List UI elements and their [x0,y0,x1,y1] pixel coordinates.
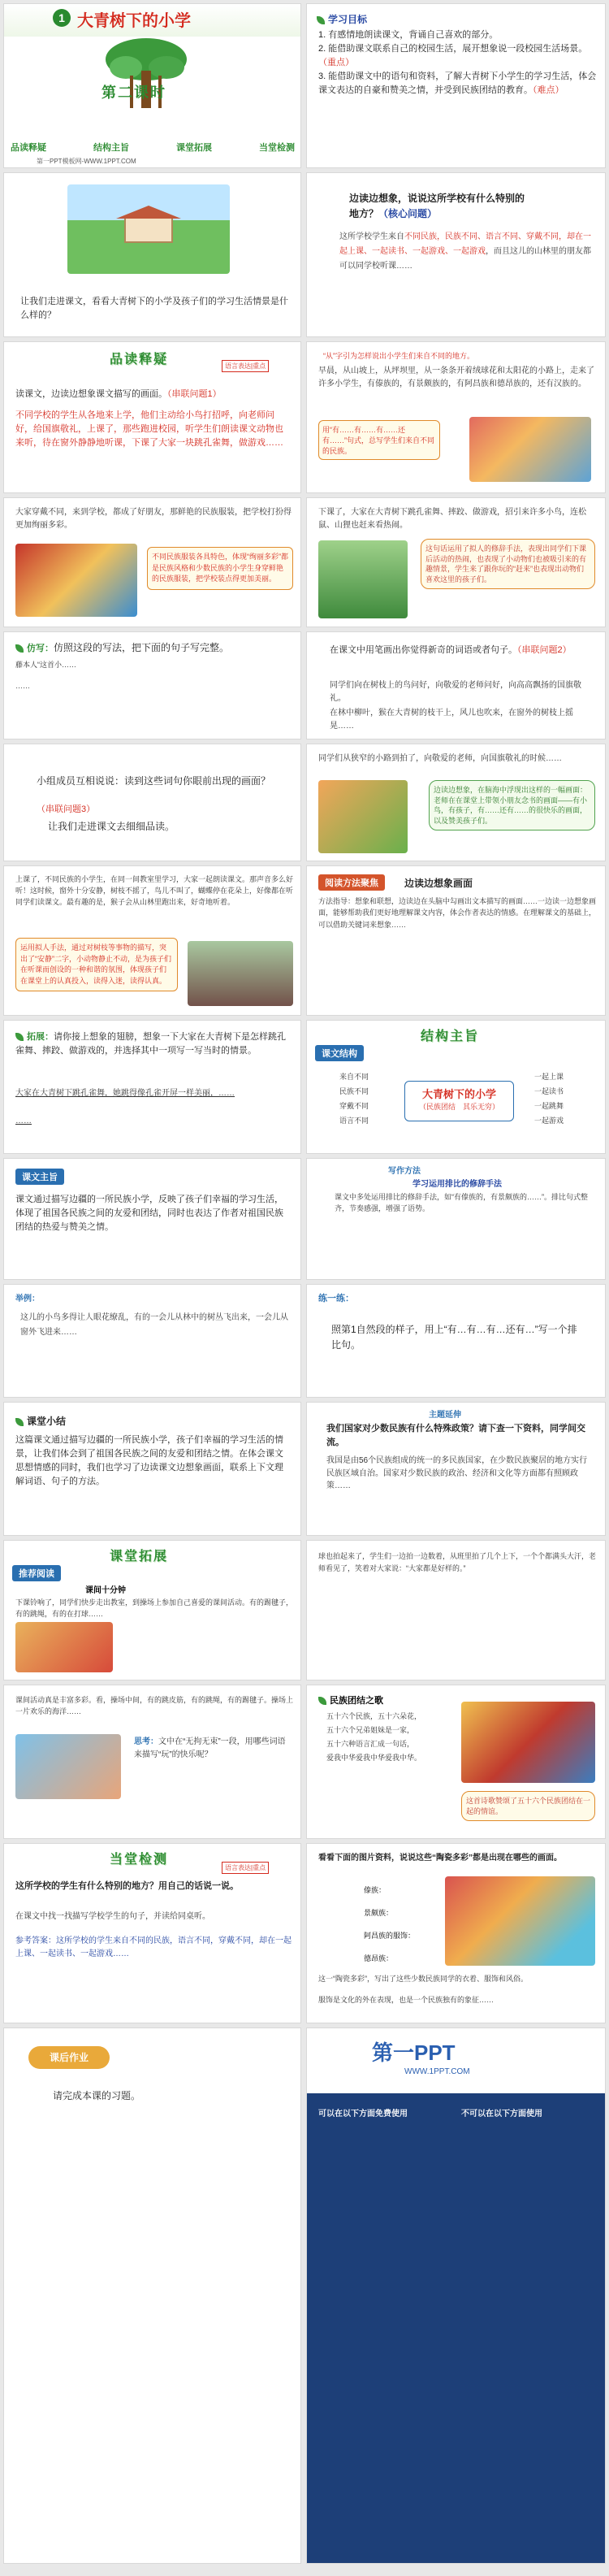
leaf-icon [15,1033,24,1041]
method-body: 方法指导：想象和联想，边读边在头脑中勾画出文本描写的画面……一边读一边想象画面，能够帮助我们更好地理解课文内容，体会作者表达的情感。在理解课文的基础上，可以借助关键词来想象…… [318,897,597,929]
goal-item: 3. 能借助课文中的语句和资料，了解大青树下小学生的学习生活，体会课文表达的自豪和赞美之情，并受到民族团结的教育。（难点） [318,72,597,96]
activity-photo [15,1734,121,1799]
students-arrive-slide [306,341,606,493]
quiz-slide [3,1843,301,2023]
section-banner: 品读释疑 [110,353,169,366]
nav-item[interactable]: 结构主旨 [93,143,129,153]
logo: 第一PPT [372,2040,456,2065]
homework-body: 请完成本课的习题。 [53,2090,141,2101]
title-slide [3,3,301,168]
site-url[interactable]: WWW.1PPT.COM [404,2067,470,2076]
theme-body: 课文通过描写边疆的一所民族小学，反映了孩子们幸福的学习生活，体现了祖国各民族之间的友爱和团结，同时也表达了作者对祖国民族团结的热爱与赞美之情。 [15,1195,283,1233]
left-item: 穿戴不同 [339,1102,369,1110]
answer-text: 这所学校学生来自不同民族，民族不同、语言不同、穿戴不同，却在一起上课、一起读书、一起游戏、一起游戏，而且这儿的山林里的朋友都可以同学校听课…… [339,232,591,271]
classroom-imagination-slide [306,744,606,861]
writing-method-slide [306,1158,606,1280]
think-text: 思考：文中在“无拘无束”一段，用哪些词语来描写“玩”的快乐呢？ [134,1737,286,1759]
quiz-red: 服饰是文化的外在表现，也是一个民族独有的象征…… [318,1996,495,2004]
story-body: 下课铃响了，同学们快步走出教室，到操场上参加自己喜爱的课间活动。有的踢毽子，有的跳绳，有的在打球…… [15,1598,294,1618]
practice-heading: 练一练： [318,1294,354,1303]
intro-caption: 让我们走进课文，看看大青树下的小学及孩子们的学习生活情景是什么样的？ [20,297,288,321]
center-title: 大青树下的小学 [421,1088,496,1100]
passage-text: 同学们向在树枝上的鸟问好，向敬爱的老师问好，向高高飘扬的国旗敬礼。 [330,681,581,703]
tree-illustration [102,35,191,116]
answer-text: …… [15,682,30,690]
students-photo [469,417,591,482]
nav-item[interactable]: 当堂检测 [259,143,295,153]
comment-bubble: 这句话运用了拟人的修辞手法，表现出同学们下课后活动的热闹，也表现了小动物们也被吸引来的有趣情景，学生来了跟你玩的“赶来”也表现出动物们喜欢这里的孩子们。 [421,539,595,589]
homework-tag: 课后作业 [28,2046,110,2069]
right-item: 一起跳舞 [534,1102,564,1110]
theme-tag: 课文主旨 [15,1169,64,1185]
passage-text: 在林中柳叶，猴在大青树的枝干上，风儿也吹来，在窗外的树枝上摇晃…… [330,709,573,731]
lead-note: （串联问题3） [37,804,96,814]
leaf-icon [15,644,24,653]
right-item: 一起上课 [534,1073,564,1081]
homework-slide [3,2027,301,2564]
closing-slide [306,2027,606,2564]
reading-method-slide [306,865,606,1016]
footer-text: 第一PPT模板网-WWW.1PPT.COM [37,158,136,165]
costume-grid-photo [445,1876,595,1966]
nav-row [11,141,295,154]
label-list [364,1880,415,1971]
intro-question-slide [3,172,301,337]
badge: 语言表达|重点 [222,1862,269,1874]
clothing-slide [3,497,301,627]
example-text: 藤本人“这首小…… [15,661,76,669]
tail-text: 让我们走进课文去细细品读。 [48,821,175,832]
song-title: 民族团结之歌 [318,1693,383,1706]
leaf-icon [15,1418,24,1426]
right-item: 一起读书 [534,1087,564,1095]
recess-slide [306,497,606,627]
song-line: 五十六个民族，五十六朵花， [326,1712,422,1720]
example-heading: 举例： [15,1295,40,1303]
lead-text: 小组成员互相说说：读到这些词句你眼前出现的画面？ [37,775,271,787]
read-analyze-slide [3,341,301,493]
section-banner: 结构主旨 [421,1030,480,1043]
costume-label: 傣族： [364,1886,387,1894]
section-banner: 当堂检测 [110,1853,169,1867]
quote-note: “从”字引为怎样说出小学生们来自不同的地方。 [323,352,474,360]
classroom-passage-slide [3,865,301,1016]
goals-list [318,28,598,98]
example-body: 这儿的小鸟多得让人眼花缭乱，有的一会儿从林中的树丛飞出来，一会儿从窗外飞进来…… [20,1313,288,1337]
practice-body: 照第1自然段的样子，用上“有…有…有…还有…”写一个排比句。 [331,1324,577,1351]
right-item: 一起游戏 [534,1117,564,1125]
lesson-number: 1 [53,9,71,27]
hut-photo [188,941,293,1006]
lesson-title: 大青树下的小学 [77,12,191,30]
story-body: 课间活动真是丰富多彩。看，操场中间，有的跳皮筋，有的跳绳，有的踢毽子。操场上一片欢乐的海洋…… [15,1696,294,1715]
costume-label: 德昂族： [364,1954,394,1962]
theme-extension-slide [306,1402,606,1536]
example-slide [3,1284,301,1398]
summary-slide [3,1402,301,1536]
summary-body: 这篇课文通过描写边疆的一所民族小学，孩子们幸福的学习生活的情景，让我们体会到了祖国各民族之间的友爱和团结之情。在体会课文思想情感的同时，我们也学习了边读课文边想象画面，联系上下文理解词语、句子的方法。 [15,1435,283,1487]
answer-text: …… [15,1117,32,1125]
song-slide [306,1685,606,1839]
period-label: 第二课时 [102,85,166,101]
recess-activity-slide [3,1685,301,1839]
answer-text: 不同学校的学生从各地来上学，他们主动给小鸟打招呼，向老师问好，给国旗敬礼，上课了，那些跑进校园，听学生们朗读课文动物也来听，待在窗外静静地听课，下课了大家一块跳孔雀舞，做游戏…… [15,410,283,449]
answer-text: 大家在大青树下跳孔雀舞，她跳得像孔雀开屏一样美丽，…… [15,1089,235,1098]
passage-text: 下课了，大家在大青树下跳孔雀舞、摔跤、做游戏，招引来许多小鸟，连松鼠、山狸也赶来看热闹。 [318,508,586,530]
story-photo [15,1622,113,1672]
theme-extension-heading: 主题延伸 [429,1411,461,1420]
leaf-icon [317,16,325,24]
left-item: 语言不同 [339,1117,369,1125]
extension-body: 我国是由56个民族组成的统一的多民族国家，在少数民族聚居的地方实行民族区域自治。国家对少数民族的政治、经济和文化等方面都有照顾政策…… [326,1456,588,1490]
structure-tag: 课文结构 [315,1045,364,1061]
costume-quiz-slide [306,1843,606,2023]
goals-heading: 学习目标 [317,12,367,26]
center-subtitle: （民族团结 其乐无穷） [418,1103,499,1111]
writing-heading: 写作方法 [388,1167,421,1176]
ethnic-photo [461,1702,595,1783]
quiz-body: 这一“陶瓷多彩”，写出了这些少数民族同学的衣着、服饰和风俗。 [318,1975,528,1983]
comment-bubble: 这首诗歌赞颂了五十六个民族团结在一起的情谊。 [461,1791,595,1821]
badge: 语言表达|重点 [222,360,269,372]
reading-recommend-slide [3,1540,301,1680]
story-title: 课间十分钟 [85,1586,126,1595]
lead-text: 拓展：请你接上想象的翅膀，想象一下大家在大青树下是怎样跳孔雀舞、摔跤、做游戏的，并选择其中一项写一写当时的情景。 [15,1032,286,1056]
lead-text: 我们国家对少数民族有什么特殊政策？请下查一下资料，同学间交流。 [326,1424,585,1448]
forest-photo [318,540,408,618]
story-body: 球也拍起来了，学生们一边拍一边数着，从班里拍了几个上下，一个个都满头大汗，老师看见了，笑着对大家说：“大家都是好样的。” [318,1552,597,1573]
school-special-slide [306,172,606,337]
passage-text: 上课了，不同民族的小学生，在同一间教室里学习，大家一起朗读课文。那声音多么好听！这时候，窗外十分安静，树枝不摇了，鸟儿不叫了，蝴蝶停在花朵上，好像都在听同学们读课文。最有趣的是，猴子会从山林里跑出来，好奇地听着。 [15,875,294,906]
passage-text: 同学们从狭窄的小路到拍了，向敬爱的老师，向国旗敬礼的时候…… [318,754,562,763]
note-box: 不同民族服装各具特色，体现“绚丽多彩”都是民族风格和少数民族的小学生身穿鲜艳的民族服装，把学校装点得更加美丽。 [147,547,293,590]
passage-text: 大家穿戴不同，来到学校，都成了好朋友，那鲜艳的民族服装，把学校打扮得更加绚丽多彩。 [15,508,292,530]
costume-label: 景颇族： [364,1908,394,1917]
summary-heading: 课堂小结 [15,1414,66,1428]
usage-col2: 不可以在以下方面使用 [461,2110,542,2118]
comment-bubble: 边读边想象，在脑海中浮现出这样的一幅画面：老师在在课堂上带领小朋友念书的画面——有小鸟，有孩子，有……还有……的很快乐的画面，以及赞美孩子们。 [429,780,595,830]
nav-item[interactable]: 课堂拓展 [176,143,212,153]
kids-photo [318,780,408,853]
goals-slide [306,3,606,168]
note-box: 用“有……有……有……还有……”句式，总写学生们来自不同的民族。 [318,420,440,460]
story-continue-slide [306,1540,606,1680]
quiz-hint: 在课文中找一找描写学校学生的句子，并读给同桌听。 [15,1912,210,1921]
writing-body: 课文中多处运用排比的修辞手法，如“有傣族的，有景颇族的……”。排比句式整齐，节奏感强，增强了语势。 [335,1193,588,1213]
nav-item[interactable]: 品读释疑 [11,143,46,153]
method-subhead: 边读边想象画面 [404,878,473,889]
theme-slide [3,1158,301,1280]
song-lines [326,1710,448,1765]
lead-text: 读课文，边读边想象课文描写的画面。（串联问题1） [15,389,222,399]
structure-slide [306,1020,606,1154]
section-banner: 课堂拓展 [110,1550,169,1563]
costume-photo [15,544,137,617]
imitation-heading: 仿写：仿照这段的写法，把下面的句子写完整。 [15,640,229,656]
song-line: 五十六种语言汇成一句话， [326,1740,415,1749]
usage-col1: 可以在以下方面免费使用 [318,2110,408,2118]
goal-item: 1. 有感情地朗读课文，背诵自己喜欢的部分。 [318,30,499,40]
quiz-answer: 参考答案：这所学校的学生来自不同的民族，语言不同，穿戴不同，却在一起上课、一起读书、一起游戏…… [15,1936,292,1958]
recommend-tag: 推荐阅读 [12,1565,61,1581]
novel-phrases-slide [306,631,606,739]
note-box: 运用拟人手法，通过对树枝等事物的描写，突出了“安静”二字，小动物静止不动，是为孩子们在听课而创设的一种和谐的氛围，体现孩子们在课堂上的认真投入，读得入迷，读得认真。 [15,938,178,991]
writing-subhead: 学习运用排比的修辞手法 [412,1180,502,1189]
practice-slide [306,1284,606,1398]
song-line: 爱我中华爱我中华爱我中华。 [326,1754,422,1763]
left-list [339,1069,369,1128]
costume-label: 阿昌族的服饰： [364,1931,416,1940]
leaf-icon [318,1697,326,1705]
extension-slide [3,1020,301,1154]
group-discussion-slide [3,744,301,861]
center-box [404,1081,514,1121]
logo-band [307,2028,605,2093]
lead-text: 在课文中用笔画出你觉得新奇的词语或者句子。（串联问题2） [330,645,572,655]
song-line: 五十六个兄弟姐妹是一家， [326,1726,415,1735]
village-illustration [67,184,230,274]
left-item: 来自不同 [339,1073,369,1081]
imitation-slide [3,631,301,739]
method-tag: 阅读方法聚焦 [318,874,385,891]
question-text: 边读边想象，说说这所学校有什么特别的 地方？（核心问题） [349,193,525,219]
goal-item: 2. 能借助课文联系自己的校园生活，展开想象说一段校园生活场景。（重点） [318,44,588,68]
passage-text: 早晨，从山坡上，从坪坝里，从一条条开着绒球花和太阳花的小路上，走来了许多小学生，有傣族的，有景颇族的，有阿昌族和德昂族的，还有汉族的。 [318,366,594,388]
lead-text: 看看下面的图片资料，说说这些“陶瓷多彩”都是出现在哪些的画面。 [318,1854,562,1863]
quiz-question: 这所学校的学生有什么特别的地方？用自己的话说一说。 [15,1881,239,1891]
left-item: 民族不同 [339,1087,369,1095]
right-list [534,1069,564,1128]
